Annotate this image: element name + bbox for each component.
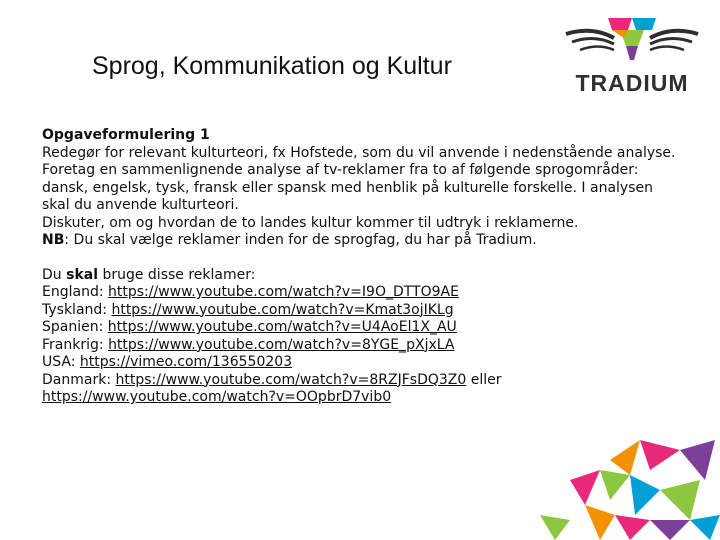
note-label: NB (42, 232, 65, 248)
logo-text: TRADIUM (575, 70, 689, 96)
ad-link-danmark[interactable]: https://www.youtube.com/watch?v=8RZJFsDQ3Z0 (115, 371, 467, 388)
ads-intro (42, 267, 682, 285)
ad-row-usa (42, 354, 682, 372)
ad-row-danmark (42, 372, 682, 390)
ad-link-usa[interactable]: https://vimeo.com/136550203 (79, 354, 293, 370)
ad-link-england[interactable]: https://www.youtube.com/watch?v=I9O_DTTO9AE (108, 284, 459, 300)
ad-link-danmark-alt[interactable]: https://www.youtube.com/watch?v=OOpbrD7vib0 (42, 389, 392, 405)
ad-row-england (42, 284, 682, 302)
ad-row-danmark-alt (42, 389, 682, 407)
ad-link-tyskland[interactable]: https://www.youtube.com/watch?v=Kmat3ojIKLg (111, 301, 454, 318)
assignment-text (42, 127, 682, 407)
decorative-triangles (540, 420, 720, 540)
assignment-paragraph-3: Diskuter, om og hvordan de to landes kultur kommer til udtryk i reklamerne. (42, 214, 579, 231)
ad-row-frankrig (42, 337, 682, 355)
spacer (42, 250, 682, 267)
assignment-paragraph-1: Redegør for relevant kulturteori, fx Hofstede, som du vil anvende i nedenstående analyse. (42, 144, 676, 161)
assignment-note (42, 232, 682, 250)
ad-suffix: eller (466, 371, 502, 388)
ad-label: Frankrig: (42, 336, 109, 353)
tradium-logo (562, 12, 702, 94)
ad-label: England: (42, 284, 109, 300)
ad-link-frankrig[interactable]: https://www.youtube.com/watch?v=8YGE_pXjxLA (108, 336, 455, 353)
tradium-wings-icon (562, 12, 702, 72)
ads-intro-emphasis: skal (66, 266, 98, 283)
assignment-paragraph-2: Foretag en sammenlignende analyse af tv-reklamer fra to af følgende sprogområder: dansk, engelsk, tysk, fransk eller spansk med henblik på kulturelle forskelle. I analysen skal du anvende kulturteori. (42, 162, 653, 213)
ads-intro-post: bruge disse reklamer: (98, 266, 256, 283)
ad-label: Spanien: (42, 319, 108, 335)
note-text: : Du skal vælge reklamer inden for de sprogfag, du har på Tradium. (64, 232, 537, 248)
ad-link-spanien[interactable]: https://www.youtube.com/watch?v=U4AoEl1X_AU (107, 319, 457, 335)
ad-label: Danmark: (42, 371, 116, 388)
ad-row-tyskland (42, 302, 682, 320)
ad-row-spanien (42, 319, 682, 337)
ad-label: Tyskland: (42, 301, 112, 318)
slide-title: Sprog, Kommunikation og Kultur (92, 52, 452, 80)
assignment-heading: Opgaveformulering 1 (42, 127, 210, 143)
ad-label: USA: (42, 354, 80, 370)
ads-intro-pre: Du (42, 266, 67, 283)
